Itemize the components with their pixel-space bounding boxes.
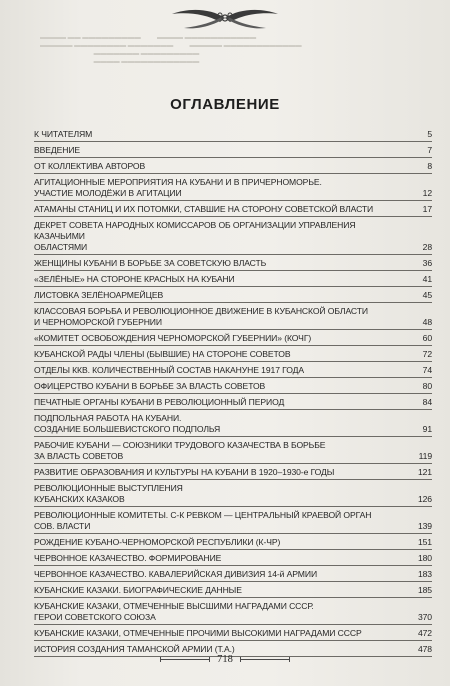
toc-entry [34,410,432,437]
toc-entry [34,330,432,346]
toc-entry-title: И ЧЕРНОМОРСКОЙ ГУБЕРНИИ [34,317,162,327]
toc-entry-title: РЕВОЛЮЦИОННЫЕ КОМИТЕТЫ. С-К РЕВКОМ — ЦЕНТРАЛЬНЫЙ КРАЕВОЙ ОРГАН [34,510,372,520]
toc-entry-page: 8 [427,161,432,171]
toc-entry-title: ГЕРОИ СОВЕТСКОГО СОЮЗА [34,612,156,622]
toc-entry-title: ОБЛАСТЯМИ [34,242,88,252]
toc-entry-title: КУБАНСКИЕ КАЗАКИ, ОТМЕЧЕННЫЕ ПРОЧИМИ ВЫСОКИМИ НАГРАДАМИ СССР [34,628,362,638]
toc-entry [34,507,432,534]
toc-entry [34,550,432,566]
toc-entry-page: 151 [417,537,432,547]
toc-entry-title: ВВЕДЕНИЕ [34,145,81,155]
toc-entry-title: ОТ КОЛЛЕКТИВА АВТОРОВ [34,161,146,171]
toc-entry-page: 185 [417,585,432,595]
toc-entry-title: СОЗДАНИЕ БОЛЬШЕВИСТСКОГО ПОДПОЛЬЯ [34,424,221,434]
toc-entry [34,625,432,641]
ornament-icon [170,4,280,34]
page-number: 718 [217,654,233,665]
toc-entry-title: КЛАССОВАЯ БОРЬБА И РЕВОЛЮЦИОННОЕ ДВИЖЕНИЕ В КУБАНСКОЙ ОБЛАСТИ [34,306,368,316]
toc-entry-page: 28 [422,242,432,252]
toc-entry-page: 12 [422,188,432,198]
toc-entry [34,582,432,598]
footer-rule-right [240,659,290,660]
toc-entry [34,217,432,255]
toc-entry [34,271,432,287]
toc-entry-title: К ЧИТАТЕЛЯМ [34,129,93,139]
toc-entry-title: КУБАНСКОЙ РАДЫ ЧЛЕНЫ (БЫВШИЕ) НА СТОРОНЕ СОВЕТОВ [34,349,291,359]
toc-entry-page: 45 [422,290,432,300]
toc-entry [34,566,432,582]
toc-entry-page: 72 [422,349,432,359]
toc-entry-page: 478 [417,644,432,654]
toc-entry-title: ПОДПОЛЬНАЯ РАБОТА НА КУБАНИ. [34,413,182,423]
toc-entry-title: РАБОЧИЕ КУБАНИ — СОЮЗНИКИ ТРУДОВОГО КАЗАЧЕСТВА В БОРЬБЕ [34,440,326,450]
toc-entry [34,174,432,201]
toc-entry [34,598,432,625]
toc-entry-title: КУБАНСКИЕ КАЗАКИ. БИОГРАФИЧЕСКИЕ ДАННЫЕ [34,585,242,595]
toc-entry-page: 183 [417,569,432,579]
toc-entry-page: 126 [417,494,432,504]
page-title: ОГЛАВЛЕНИЕ [170,96,280,113]
toc-entry-title: ЧЕРВОННОЕ КАЗАЧЕСТВО. КАВАЛЕРИЙСКАЯ ДИВИЗИЯ 14-й АРМИИ [34,569,318,579]
toc-entry-page: 5 [427,129,432,139]
page-footer [0,650,450,670]
toc-entry-page: 74 [422,365,432,375]
toc-entry [34,201,432,217]
toc-entry [34,394,432,410]
toc-entry-page: 48 [422,317,432,327]
toc-entry [34,362,432,378]
toc-entry [34,287,432,303]
toc-entry-title: «ЗЕЛЁНЫЕ» НА СТОРОНЕ КРАСНЫХ НА КУБАНИ [34,274,235,284]
toc-entry-title: КУБАНСКИЕ КАЗАКИ, ОТМЕЧЕННЫЕ ВЫСШИМИ НАГРАДАМИ СССР. [34,601,314,611]
toc-entry [34,346,432,362]
toc-entry-title: УЧАСТИЕ МОЛОДЁЖИ В АГИТАЦИИ [34,188,182,198]
toc-entry-page: 84 [422,397,432,407]
toc-entry-page: 60 [422,333,432,343]
table-of-contents [34,126,432,657]
toc-entry-title: ЛИСТОВКА ЗЕЛЁНОАРМЕЙЦЕВ [34,290,164,300]
toc-entry [34,534,432,550]
toc-entry-title: «КОМИТЕТ ОСВОБОЖДЕНИЯ ЧЕРНОМОРСКОЙ ГУБЕРНИИ» (КОЧГ) [34,333,312,343]
toc-entry [34,255,432,271]
toc-entry [34,303,432,330]
toc-entry-page: 180 [417,553,432,563]
toc-entry-page: 7 [427,145,432,155]
toc-entry [34,142,432,158]
toc-entry [34,126,432,142]
toc-entry-title: РОЖДЕНИЕ КУБАНО-ЧЕРНОМОРСКОЙ РЕСПУБЛИКИ (К-ЧР) [34,537,281,547]
toc-entry-title: ОТДЕЛЫ ККВ. КОЛИЧЕСТВЕННЫЙ СОСТАВ НАКАНУНЕ 1917 ГОДА [34,365,304,375]
show-through-text: ▬▬▬▬ ▬▬ ▬▬▬▬▬▬▬▬▬ ▬▬▬▬ ▬▬▬▬▬▬▬▬▬▬▬ ▬▬▬▬▬ ▬▬▬▬▬▬▬▬ ▬▬▬▬▬▬▬ ▬▬▬▬▬ ▬▬▬▬▬▬▬▬▬▬▬▬ ▬▬▬▬▬▬▬ ▬▬▬▬▬▬▬▬▬ ▬▬▬▬ ▬▬▬▬▬▬▬▬▬▬▬▬ [40,34,302,65]
toc-entry-page: 80 [422,381,432,391]
toc-entry-title: ПЕЧАТНЫЕ ОРГАНЫ КУБАНИ В РЕВОЛЮЦИОННЫЙ ПЕРИОД [34,397,285,407]
toc-entry-page: 91 [422,424,432,434]
toc-entry-page: 36 [422,258,432,268]
toc-entry-title: АТАМАНЫ СТАНИЦ И ИХ ПОТОМКИ, СТАВШИЕ НА СТОРОНУ СОВЕТСКОЙ ВЛАСТИ [34,204,374,214]
toc-entry-title: РАЗВИТИЕ ОБРАЗОВАНИЯ И КУЛЬТУРЫ НА КУБАНИ В 1920–1930-е ГОДЫ [34,467,335,477]
toc-entry-title: ОФИЦЕРСТВО КУБАНИ В БОРЬБЕ ЗА ВЛАСТЬ СОВЕТОВ [34,381,266,391]
toc-entry-title: АГИТАЦИОННЫЕ МЕРОПРИЯТИЯ НА КУБАНИ И В ПРИЧЕРНОМОРЬЕ. [34,177,322,187]
toc-entry [34,378,432,394]
toc-entry-page: 17 [422,204,432,214]
toc-entry-title: РЕВОЛЮЦИОННЫЕ ВЫСТУПЛЕНИЯ [34,483,183,493]
toc-entry-title: ИСТОРИЯ СОЗДАНИЯ ТАМАНСКОЙ АРМИИ (Т.А.) [34,644,235,654]
toc-entry [34,158,432,174]
toc-entry [34,480,432,507]
toc-entry-title: СОВ. ВЛАСТИ [34,521,91,531]
toc-entry-title: ДЕКРЕТ СОВЕТА НАРОДНЫХ КОМИССАРОВ ОБ ОРГАНИЗАЦИИ УПРАВЛЕНИЯ КАЗАЧЬИМИ [34,220,356,241]
toc-entry [34,464,432,480]
toc-entry-page: 119 [418,451,432,461]
toc-entry-title: ЧЕРВОННОЕ КАЗАЧЕСТВО. ФОРМИРОВАНИЕ [34,553,222,563]
toc-entry-title: ЖЕНЩИНЫ КУБАНИ В БОРЬБЕ ЗА СОВЕТСКУЮ ВЛАСТЬ [34,258,267,268]
toc-entry-page: 472 [417,628,432,638]
toc-entry-title: КУБАНСКИХ КАЗАКОВ [34,494,125,504]
toc-entry-page: 370 [417,612,432,622]
toc-entry-page: 139 [417,521,432,531]
toc-entry-title: ЗА ВЛАСТЬ СОВЕТОВ [34,451,124,461]
toc-entry-page: 41 [422,274,432,284]
toc-entry [34,437,432,464]
toc-entry-page: 121 [417,467,432,477]
